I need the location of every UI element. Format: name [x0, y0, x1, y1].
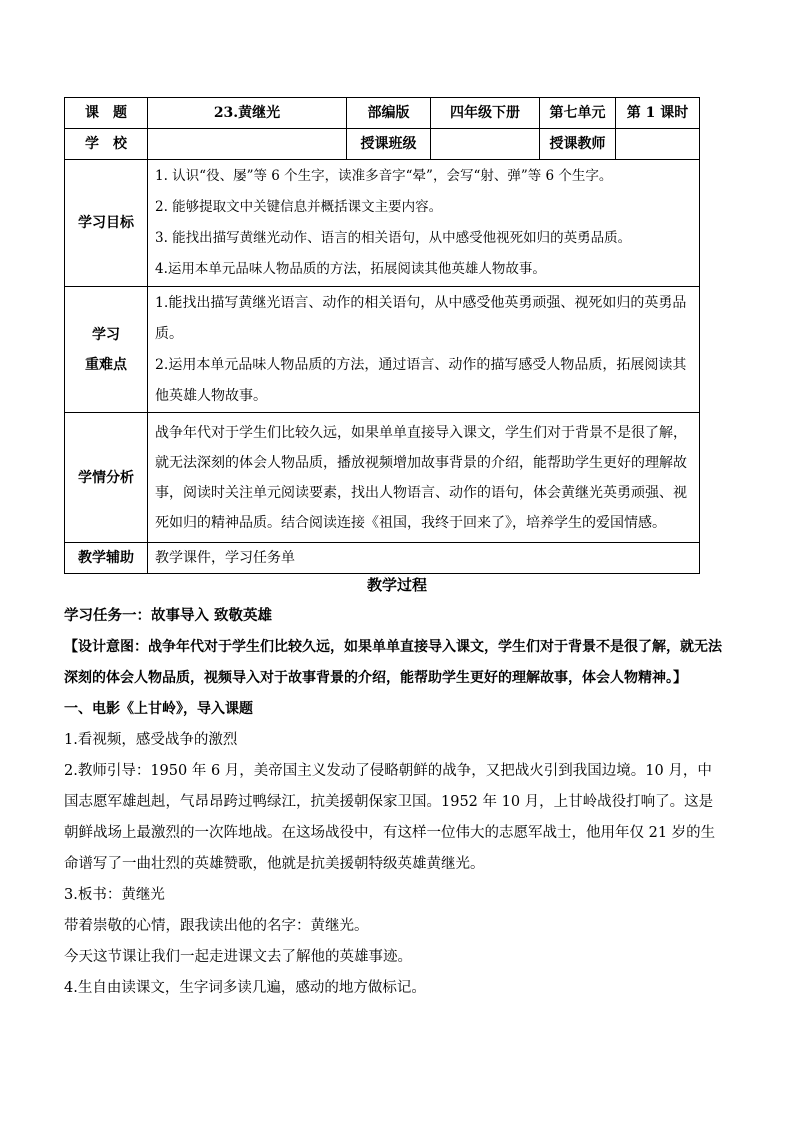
objectives-row	[65, 160, 700, 287]
objective-item: 3. 能找出描写黄继光动作、语言的相关语句，从中感受他视死如归的英勇品质。	[155, 230, 632, 246]
step-1: 1.看视频，感受战争的激烈	[64, 732, 238, 748]
aids-label: 教学辅助	[65, 543, 148, 574]
school-row	[65, 129, 700, 160]
teacher-value	[616, 129, 700, 160]
objective-item: 4.运用本单元品味人物品质的方法，拓展阅读其他英雄人物故事。	[155, 261, 546, 277]
key-points-label-line2: 重难点	[85, 356, 127, 373]
key-point-item: 2.运用本单元品味人物品质的方法，通过语言、动作的描写感受人物品质，拓展阅读其他英雄人物故事。	[155, 356, 687, 404]
step-3a: 带着崇敬的心情，跟我读出他的名字：黄继光。	[64, 918, 369, 934]
aids-row	[65, 543, 700, 574]
lesson-plan-table	[64, 97, 700, 574]
grade: 四年级下册	[431, 98, 540, 129]
class-value	[431, 129, 540, 160]
process-title: 教学过程	[366, 576, 427, 594]
analysis-label: 学情分析	[65, 413, 148, 543]
step-2: 2.教师引导：1950 年 6 月，美帝国主义发动了侵略朝鲜的战争，又把战火引到我国边境。10 月，中国志愿军雄赳赳，气昂昂跨过鸭绿江，抗美援朝保家卫国。1952 年 10 月，上甘岭战役打响了。这是朝鲜战场上最激烈的一次阵地战。在这场战役中，有这样一位伟大的志愿军战士，他用年仅 21 岁的生命谱写了一曲壮烈的英雄赞歌，他就是抗美援朝特级英雄黄继光。	[64, 763, 716, 872]
unit: 第七单元	[540, 98, 616, 129]
process-body	[64, 601, 724, 1004]
label-class: 授课班级	[347, 129, 431, 160]
analysis-text: 战争年代对于学生们比较久远，如果单单直接导入课文，学生们对于背景不是很了解，就无法深刻的体会人物品质，播放视频增加故事背景的介绍，能帮助学生更好的理解故事，阅读时关注单元阅读要素，找出人物语言、动作的语句，体会黄继光英勇顽强、视死如归的精神品质。结合阅读连接《祖国，我终于回来了》，培养学生的爱国情感。	[148, 413, 700, 543]
step-4: 4.生自由读课文，生字词多读几遍，感动的地方做标记。	[64, 980, 426, 996]
key-points-list	[148, 287, 700, 413]
key-points-row	[65, 287, 700, 413]
objective-item: 1. 认识“役、屡”等 6 个生字，读准多音字“晕”，会写“射、弹”等 6 个生字。	[155, 168, 613, 184]
label-school: 学 校	[65, 129, 148, 160]
task1-title: 学习任务一：故事导入 致敬英雄	[64, 608, 273, 624]
objectives-label: 学习目标	[65, 160, 148, 287]
step-3: 3.板书：黄继光	[64, 887, 165, 903]
key-points-label	[65, 287, 148, 413]
label-topic: 课 题	[65, 98, 148, 129]
edition: 部编版	[347, 98, 431, 129]
key-points-label-line1: 学习	[92, 326, 120, 343]
objective-item: 2. 能够提取文中关键信息并概括课文主要内容。	[155, 199, 443, 215]
design-intent: 【设计意图：战争年代对于学生们比较久远，如果单单直接导入课文，学生们对于背景不是很了解，就无法深刻的体会人物品质，视频导入对于故事背景的介绍，能帮助学生更好的理解故事，体会人物精神。】	[64, 639, 722, 686]
section1-title: 一、电影《上甘岭》，导入课题	[64, 701, 253, 717]
analysis-row	[65, 413, 700, 543]
header-row	[65, 98, 700, 129]
objectives-list	[148, 160, 700, 287]
aids-text: 教学课件，学习任务单	[148, 543, 700, 574]
label-teacher: 授课教师	[540, 129, 616, 160]
key-point-item: 1.能找出描写黄继光语言、动作的相关语句，从中感受他英勇顽强、视死如归的英勇品质。	[155, 294, 687, 342]
lesson-title: 23.黄继光	[148, 98, 347, 129]
step-3b: 今天这节课让我们一起走进课文去了解他的英雄事迹。	[64, 949, 412, 965]
school-value	[148, 129, 347, 160]
period: 第 1 课时	[616, 98, 700, 129]
